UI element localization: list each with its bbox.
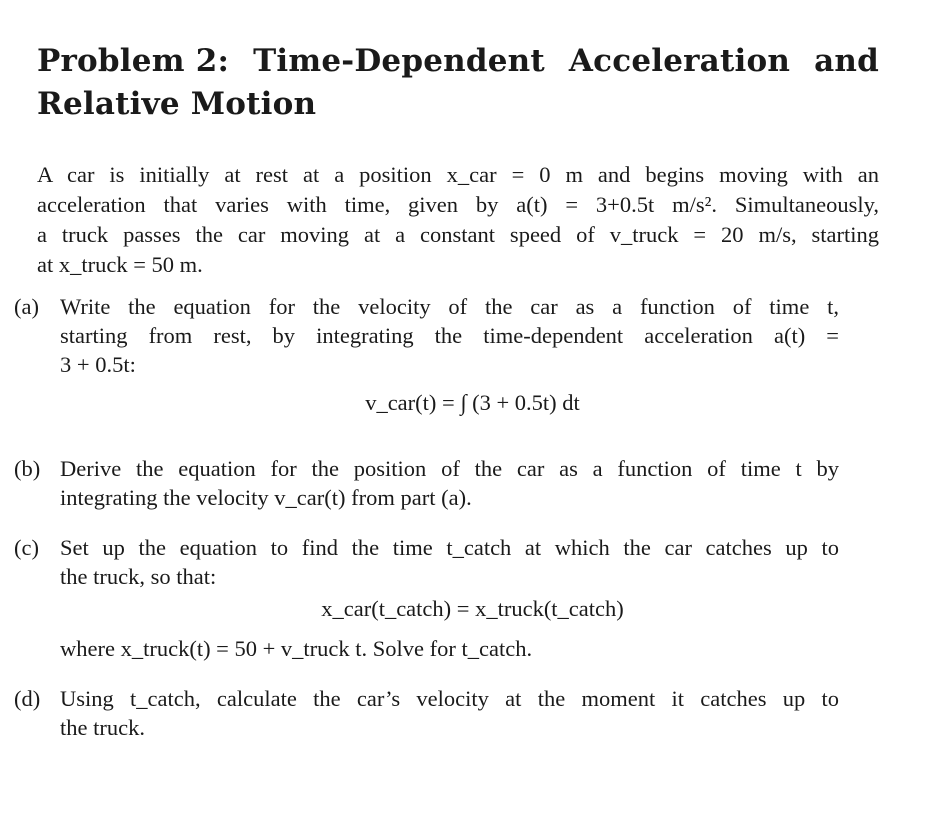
part-d-line-2: the truck. xyxy=(60,715,145,740)
part-a xyxy=(14,292,839,379)
part-b-line-2: integrating the velocity v_car(t) from part (a). xyxy=(60,485,472,510)
title-word-4: and xyxy=(814,43,879,79)
part-b-line-1: Derive the equation for the position of the car as a function of time t by xyxy=(60,456,839,481)
statement-line-1: A car is initially at rest at a position x_car = 0 m and begins moving with an xyxy=(37,162,879,187)
problem-statement xyxy=(37,160,879,280)
part-a-line-3: 3 + 0.5t: xyxy=(60,352,136,377)
truck-position-definition: where x_truck(t) = 50 + v_truck t. Solve for t_catch. xyxy=(60,636,533,661)
part-d xyxy=(14,684,839,742)
part-a-label: (a) xyxy=(14,294,39,319)
part-c-line-2: the truck, so that: xyxy=(60,564,217,589)
part-c-label: (c) xyxy=(14,535,39,560)
statement-line-4: at x_truck = 50 m. xyxy=(37,252,203,277)
part-a-equation xyxy=(60,388,885,417)
part-a-line-1: Write the equation for the velocity of the car as a function of time t, xyxy=(60,294,839,319)
document-page xyxy=(37,40,879,280)
title-word-3: Acceleration xyxy=(568,43,791,79)
title-word-1: Problem 2: xyxy=(37,43,230,79)
title-line-2: Relative Motion xyxy=(37,86,317,122)
part-d-label: (d) xyxy=(14,686,41,711)
velocity-integral-equation: v_car(t) = ∫ (3 + 0.5t) dt xyxy=(365,390,580,415)
part-a-line-2: starting from rest, by integrating the time-dependent acceleration a(t) = xyxy=(60,323,839,348)
part-c-line-1: Set up the equation to find the time t_catch at which the car catches up to xyxy=(60,535,839,560)
part-d-line-1: Using t_catch, calculate the car’s velocity at the moment it catches up to xyxy=(60,686,839,711)
part-c-equation xyxy=(60,594,885,623)
title-line-1 xyxy=(37,40,879,83)
catch-condition-equation: x_car(t_catch) = x_truck(t_catch) xyxy=(321,596,624,621)
title-word-2: Time-Dependent xyxy=(253,43,545,79)
problem-title xyxy=(37,40,879,126)
part-c-where xyxy=(14,634,839,663)
part-c xyxy=(14,533,839,591)
part-b-label: (b) xyxy=(14,456,41,481)
statement-line-2: acceleration that varies with time, given by a(t) = 3+0.5t m/s². Simultaneously, xyxy=(37,192,879,217)
statement-line-3: a truck passes the car moving at a constant speed of v_truck = 20 m/s, starting xyxy=(37,222,879,247)
part-b xyxy=(14,454,839,512)
